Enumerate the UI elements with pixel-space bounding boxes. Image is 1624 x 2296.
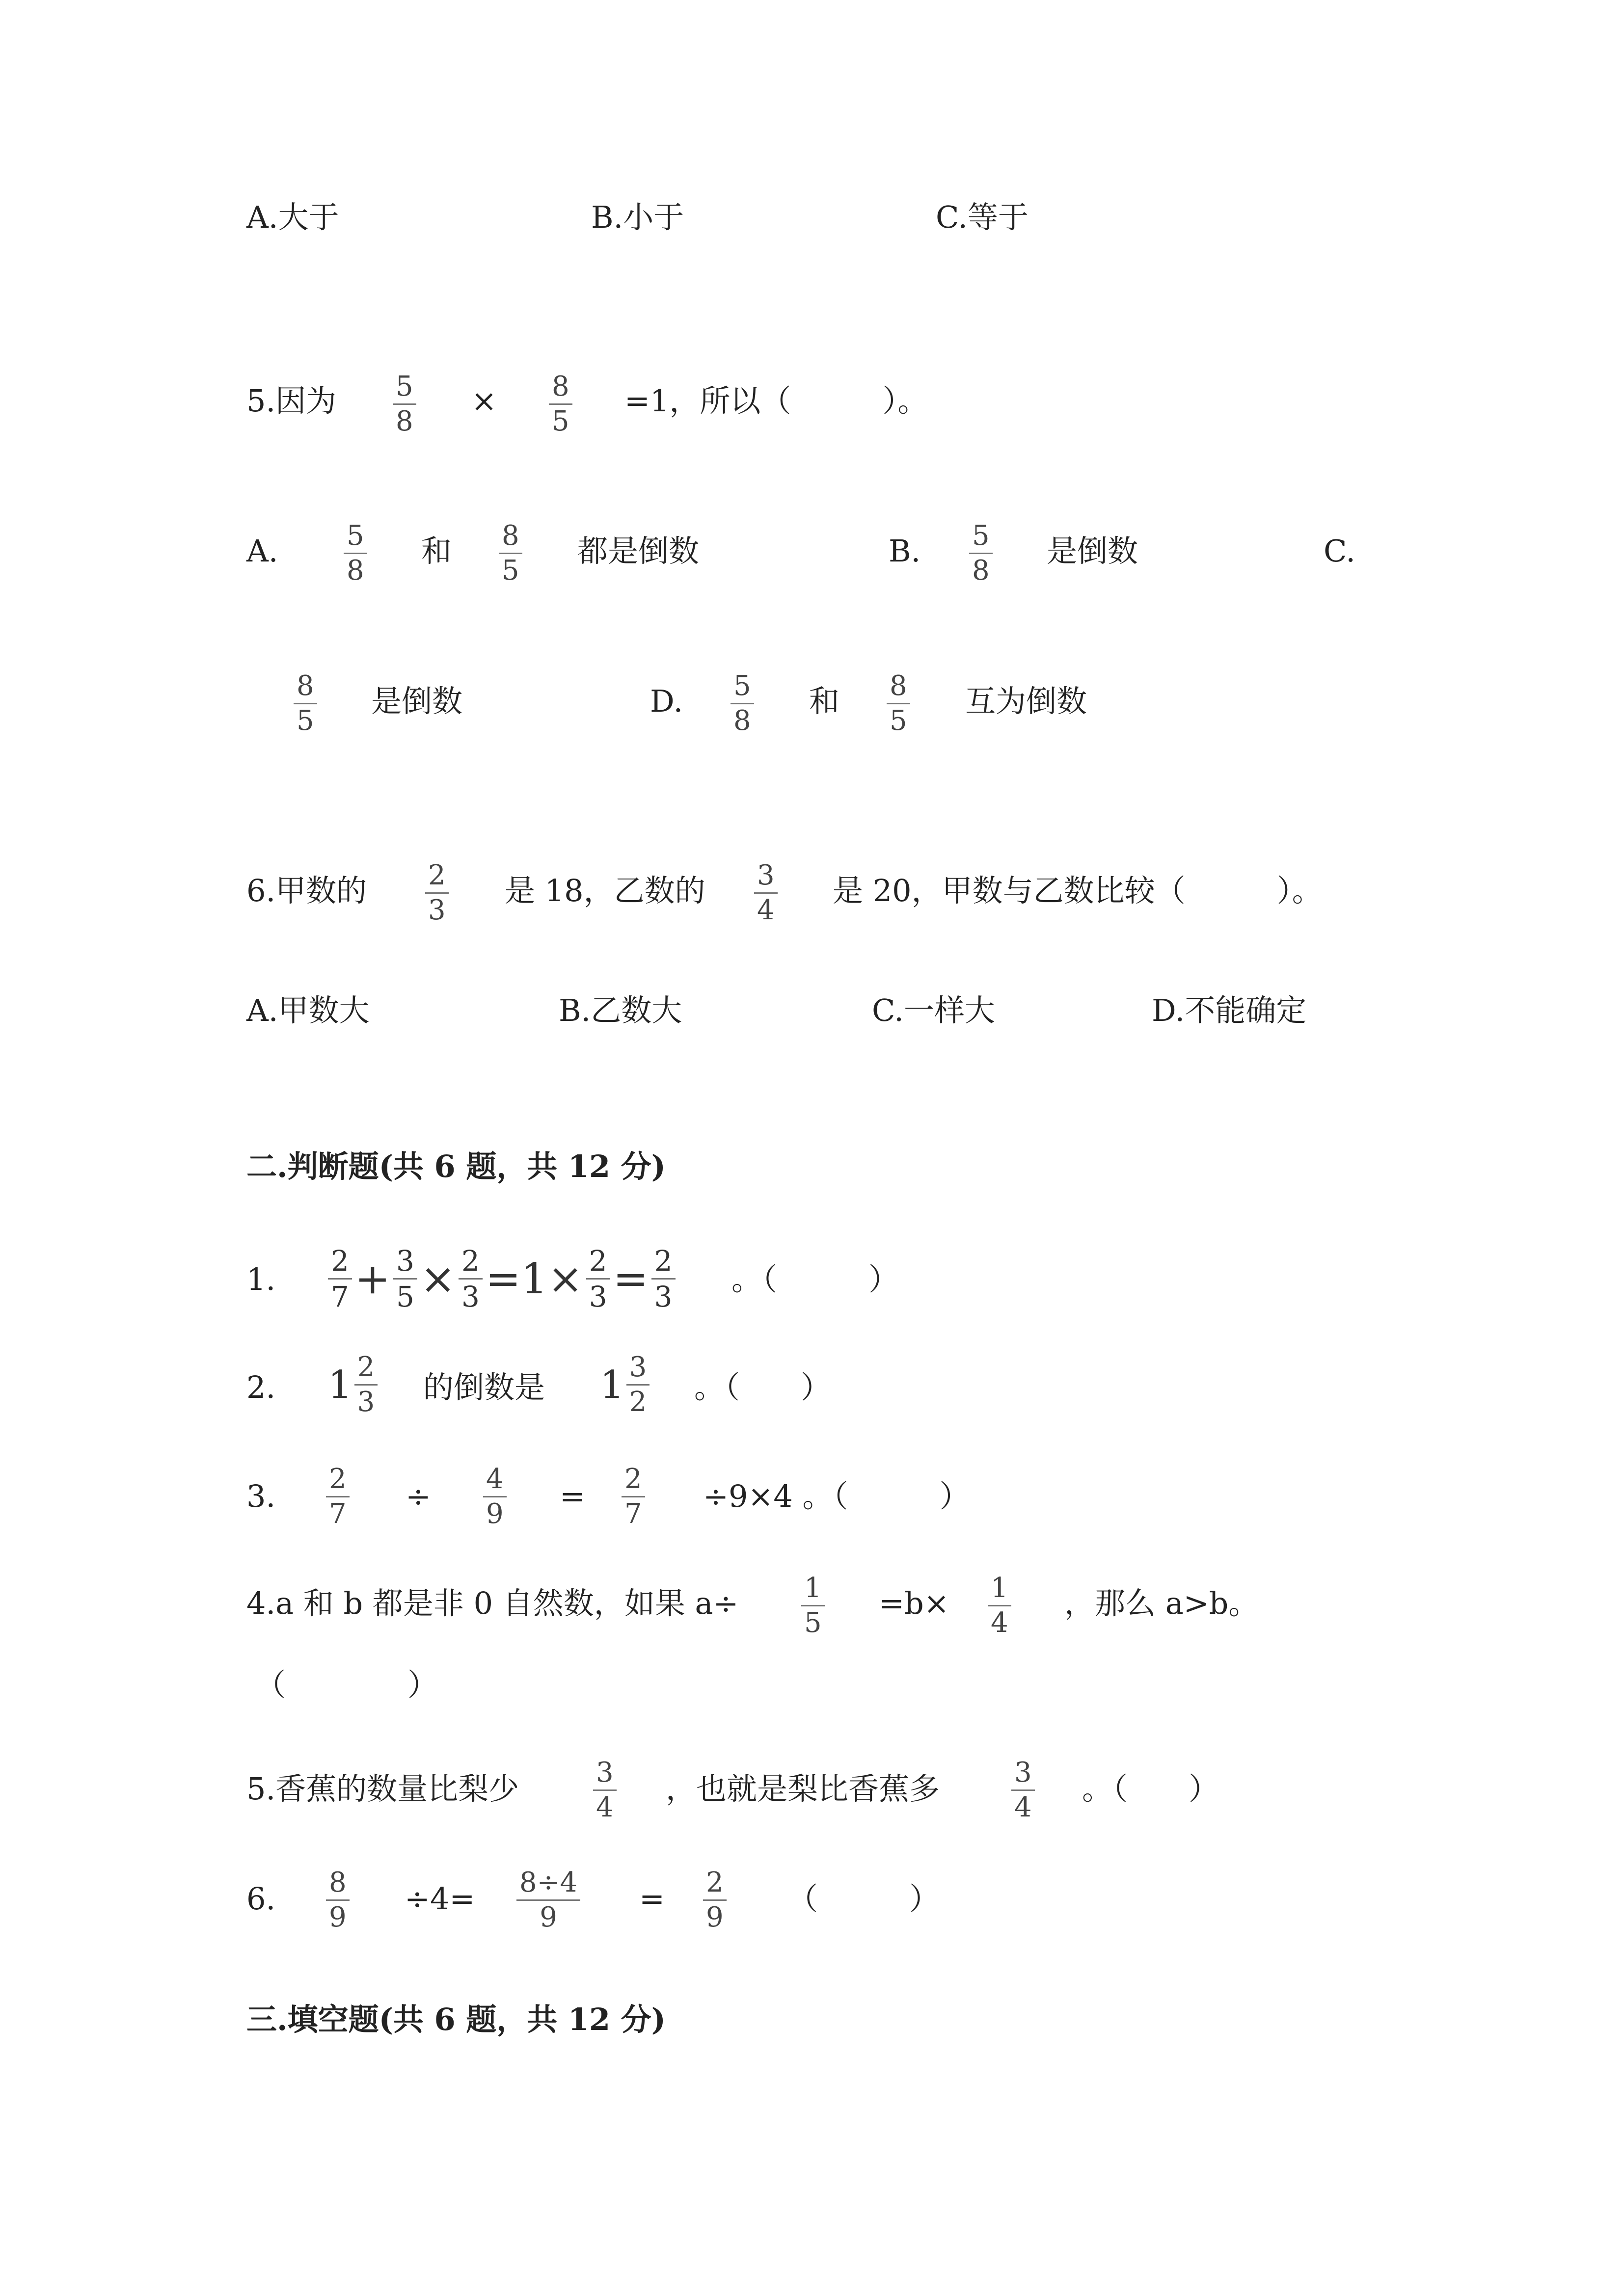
q5-option-b-fraction-5-8: 5 8 (969, 522, 993, 585)
q6-prefix: 6.甲数的 (246, 873, 367, 908)
s2-q1-fraction-3-5: $\frac{3}{5}$ (393, 1247, 417, 1311)
s2-q3-fraction-4-9: 4 9 (483, 1466, 507, 1528)
s2-q3-eq: = (560, 1478, 585, 1514)
s2-q1-label: 1. (246, 1261, 276, 1297)
q5-times: × (471, 383, 497, 419)
s2-q5-suffix: 。（ ） (1082, 1771, 1219, 1807)
s2-q6-fraction-8div4-9: 8÷4 9 (516, 1869, 580, 1931)
q5-option-b-label: B. (889, 533, 921, 569)
q6-option-a: A.甲数大 (246, 992, 370, 1028)
q5-option-d-fraction-8-5: 8 5 (887, 672, 910, 735)
q5-option-a-text: 都是倒数 (577, 533, 700, 569)
s2-q4-fraction-1-5: 1 5 (801, 1575, 825, 1637)
s2-q6-suffix: （ ） (787, 1881, 940, 1917)
s2-q2-suffix: 。（ ） (694, 1369, 832, 1405)
q5-option-c-label: C. (1324, 533, 1355, 569)
s2-q4-paren: （ ） (255, 1667, 438, 1703)
s2-q5-prefix: 5.香蕉的数量比梨少 (246, 1771, 519, 1807)
s2-q2-mixed-1-3-2: 1 $\frac{3}{2}$ (600, 1354, 650, 1416)
q4-option-c: C.等于 (936, 199, 1029, 235)
q5-option-a-label: A. (246, 533, 278, 569)
q6-mid: 是 18，乙数的 (505, 873, 705, 908)
q5-fraction-5-8: 5 8 (393, 373, 416, 435)
q5-option-d-label: D. (650, 683, 683, 719)
q5-option-b-text: 是倒数 (1047, 533, 1138, 569)
s2-q3-suffix: ÷9×4 。（ ） (703, 1478, 970, 1514)
s2-q2-mixed-1-2-3: 1 $\frac{2}{3}$ (328, 1354, 378, 1416)
section2-title: 二.判断题(共 6 题，共 12 分) (246, 1148, 666, 1184)
s2-q6-label: 6. (246, 1881, 276, 1917)
s2-q1-equation (328, 1244, 676, 1313)
q6-suffix: 是 20，甲数与乙数比较（ ）。 (833, 873, 1323, 908)
s2-q2-mid: 的倒数是 (423, 1369, 545, 1405)
s2-q1-fraction-2-7: $\frac{2}{7}$ (328, 1247, 352, 1311)
s2-q3-div: ÷ (406, 1478, 431, 1514)
q5-option-d-and: 和 (809, 683, 840, 719)
s2-q2-mixed-2-frac: $\frac{3}{2}$ (626, 1354, 650, 1416)
s2-q2-mixed-1-frac: $\frac{2}{3}$ (354, 1354, 378, 1416)
s2-q3-fraction-2-7-a: 2 7 (326, 1466, 350, 1528)
s2-q4-fraction-1-4: 1 4 (988, 1575, 1011, 1637)
s2-q4-suffix: ，那么 a>b。 (1064, 1585, 1259, 1621)
s2-q3-label: 3. (246, 1478, 276, 1514)
s2-q5-mid: ，也就是梨比香蕉多 (666, 1771, 940, 1807)
q6-option-c: C.一样大 (872, 992, 995, 1028)
s2-q1-plus: + (354, 1254, 390, 1304)
s2-q1-fraction-2-3-b: $\frac{2}{3}$ (586, 1247, 610, 1311)
section3-title: 三.填空题(共 6 题，共 12 分) (246, 2002, 666, 2037)
s2-q1-suffix: 。（ ） (731, 1261, 899, 1297)
q5-option-a-fraction-5-8: 5 8 (344, 522, 367, 585)
q5-option-d-text: 互为倒数 (965, 683, 1087, 719)
s2-q5-fraction-3-4-b: 3 4 (1011, 1759, 1035, 1821)
q5-option-c-text: 是倒数 (371, 683, 463, 719)
s2-q6-fraction-2-9: 2 9 (703, 1869, 727, 1931)
q5-option-d-fraction-5-8: 5 8 (731, 672, 754, 735)
q6-option-d: D.不能确定 (1152, 992, 1307, 1028)
s2-q5-fraction-3-4-a: 3 4 (593, 1759, 617, 1821)
q5-option-a-fraction-8-5: 8 5 (499, 522, 522, 585)
q5-fraction-8-5: 8 5 (549, 373, 572, 435)
s2-q4-prefix: 4.a 和 b 都是非 0 自然数，如果 a÷ (246, 1585, 739, 1621)
q4-option-b: B.小于 (591, 199, 684, 235)
s2-q6-eq: = (639, 1881, 665, 1917)
s2-q4-mid: =b× (879, 1585, 949, 1621)
q5-option-a-and: 和 (421, 533, 452, 569)
s2-q1-fraction-2-3-c: $\frac{2}{3}$ (651, 1247, 676, 1311)
s2-q6-div: ÷4= (405, 1881, 475, 1917)
s2-q6-fraction-8-9: 8 9 (326, 1869, 350, 1931)
q5-option-c-fraction-8-5: 8 5 (294, 672, 317, 735)
s2-q1-fraction-2-3-a: $\frac{2}{3}$ (459, 1247, 483, 1311)
s2-q1-times: × (420, 1254, 456, 1304)
q6-fraction-3-4: 3 4 (754, 862, 778, 924)
q5-prefix: 5.因为 (246, 383, 337, 419)
s2-q3-fraction-2-7-b: 2 7 (622, 1466, 645, 1528)
q5-suffix: =1，所以（ ）。 (624, 383, 928, 419)
s2-q2-label: 2. (246, 1369, 276, 1405)
s2-q1-eq2: = (613, 1254, 649, 1304)
s2-q1-eq1: =1× (485, 1254, 583, 1304)
q6-option-b: B.乙数大 (559, 992, 682, 1028)
q6-fraction-2-3: 2 3 (425, 862, 449, 924)
q4-option-a: A.大于 (246, 199, 339, 235)
